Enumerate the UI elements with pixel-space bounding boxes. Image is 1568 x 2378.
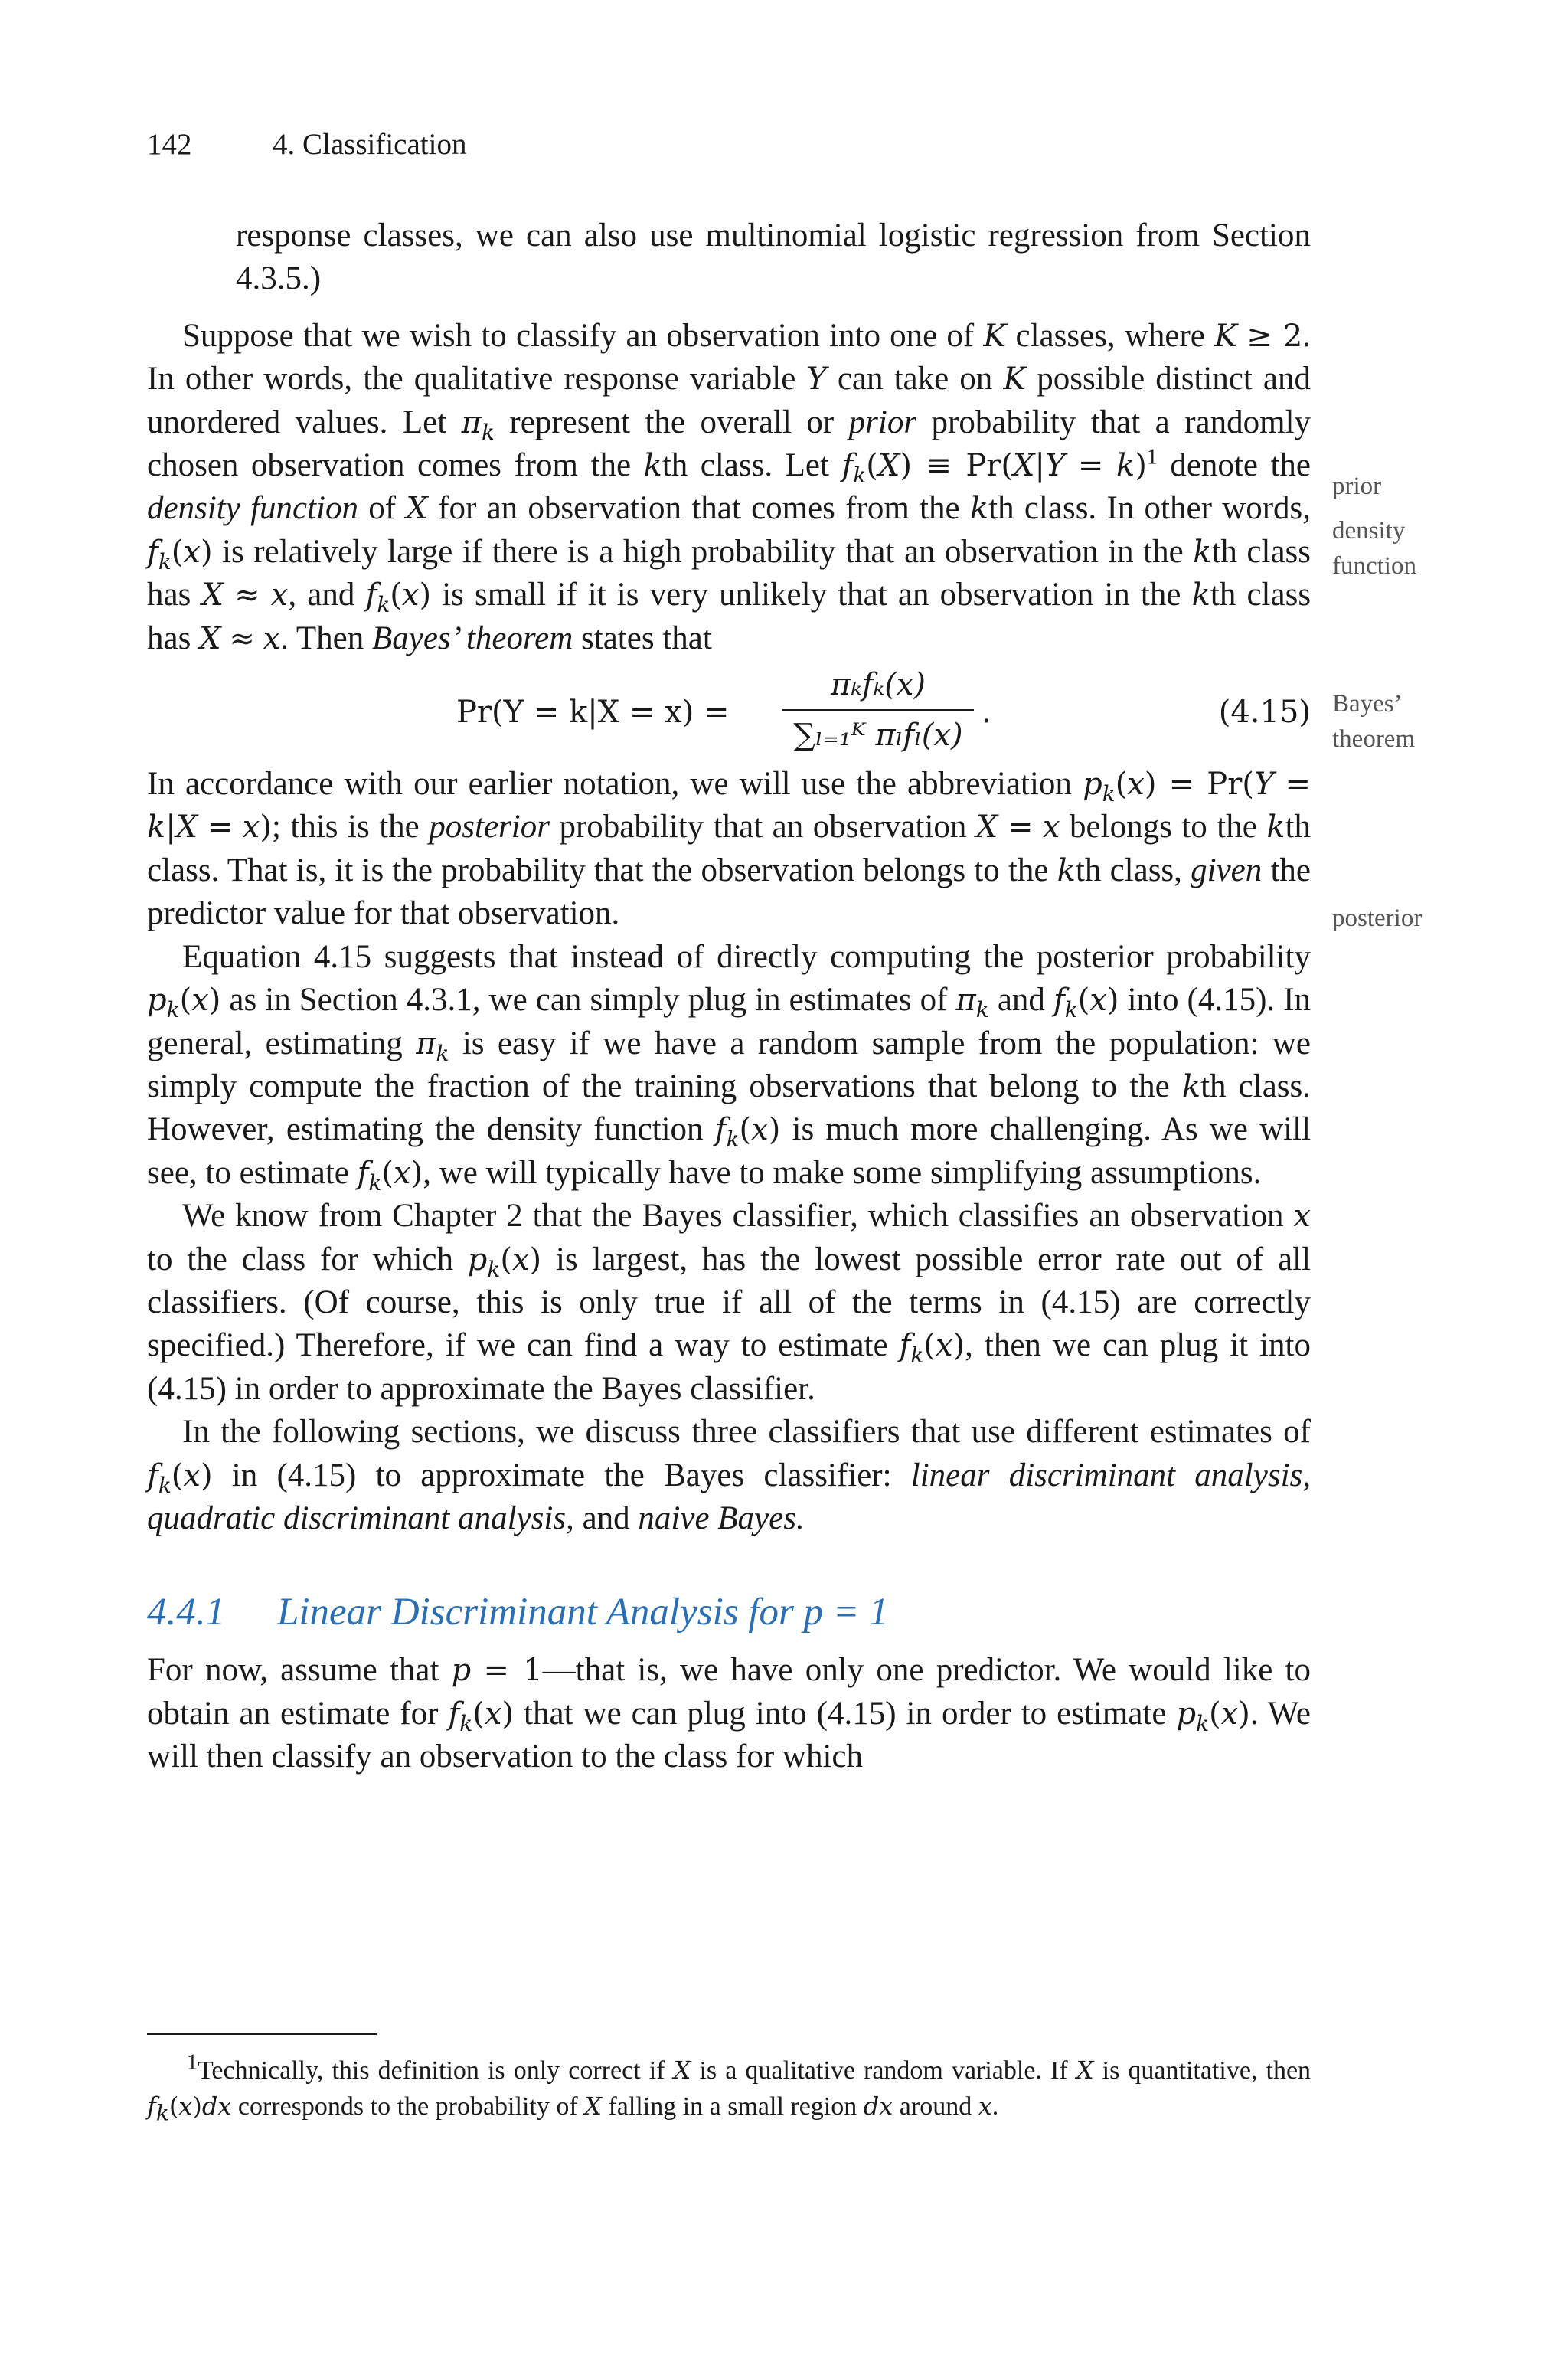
section-heading (147, 1589, 1311, 1635)
section-title: Linear Discriminant Analysis for p = 1 (277, 1591, 889, 1634)
paragraph-lda-intro: For now, assume that p = 1—that is, we have only one predictor. We would like to obtain an estimate for $f_k(x)$ that we can plug into (4.15) in order to estimate $p_k(x)$. We will then classify an observation to the class for which (147, 1652, 1312, 1775)
paragraph-continuation: response classes, we can also use multinomial logistic regression from Section 4.3.5.) (236, 218, 1311, 297)
equation-lhs: Pr(Y = k|X = x) = (456, 695, 730, 731)
paragraph-bayes-intro: Suppose that we wish to classify an observation into one of K classes, where K ≥ 2. In other words, the qualitative response variable Y can take on K possible distinct and unordered values. Let $\pi_k$ represent the overall or prior probability that a randomly chosen observation comes from the kth class. Let $f_k(X) \equiv Pr(X|Y = k)^1$ denote the density function of X for an observation that comes from the kth class. In other words, $f_k(x)$ is relatively large if there is a high probability that an observation in the kth class has X ≈ x, and $f_k(x)$ is small if it is very unlikely that an observation in the kth class has X ≈ x. Then Bayes’ theorem states that (147, 317, 1312, 656)
paragraph-three-classifiers: In the following sections, we discuss three classifiers that use different estimates of $f_k(x)$ in (4.15) to approximate the Bayes classifier: linear discriminant analysis, quadratic discriminant analysis, and naive Bayes. (147, 1414, 1312, 1536)
margin-note-posterior: posterior (1332, 904, 1423, 932)
margin-note-prior: prior (1332, 473, 1382, 500)
paragraph-bayes-classifier: We know from Chapter 2 that the Bayes classifier, which classifies an observation x to the class for which $p_k(x)$ is largest, has the lowest possible error rate out of all classifiers. (Of course, this is only true if all of the terms in (4.15) are correctly specified.) Therefore, if we can find a way to estimate $f_k(x)$, then we can plug it into (4.15) in order to approximate the Bayes classifier. (147, 1198, 1312, 1407)
chapter-title: 4. Classification (273, 128, 467, 161)
equation-4-15: Pr(Y = k|X = x) = πₖfₖ(x) ∑ₗ₌₁ᴷ πₗfₗ(x) . (4.15) (147, 663, 1311, 758)
main-text (147, 214, 1311, 1779)
footnote-mark: 1 (187, 2050, 198, 2075)
equation-denominator: ∑ₗ₌₁ᴷ πₗfₗ(x) (793, 718, 963, 754)
footnote-rule (147, 2033, 377, 2035)
footnote: $^1$Technically, this definition is only correct if X is a qualitative random variable. If X is quantitative, then $f_k(x)dx$ corresponds to the probability of X falling in a small region dx around x. (147, 2050, 1312, 2126)
page-number: 142 (147, 128, 192, 161)
margin-note-density-function: density function (1332, 517, 1416, 580)
equation-fraction (782, 663, 974, 757)
paragraph-posterior: In accordance with our earlier notation, we will use the abbreviation $p_k(x) = Pr(Y = k|X = x)$; this is the posterior probability that an observation X = x belongs to the kth class. That is, it is the probability that the observation belongs to the kth class, given the predictor value for that observation. (147, 766, 1312, 932)
margin-note-bayes-theorem: Bayes’ theorem (1332, 690, 1416, 753)
equation-number: (4.15) (1218, 695, 1311, 731)
equation-numerator: πₖfₖ(x) (782, 663, 974, 711)
paragraph-estimates: Equation 4.15 suggests that instead of directly computing the posterior probability $p_k(x)$ as in Section 4.3.1, we can simply plug in estimates of $\pi_k$ and $f_k(x)$ into (4.15). In general, estimating $\pi_k$ is easy if we have a random sample from the population: we simply compute the fraction of the training observations that belong to the kth class. However, estimating the density function $f_k(x)$ is much more challenging. As we will see, to estimate $f_k(x)$, we will typically have to make some simplifying assumptions. (147, 938, 1312, 1196)
section-number: 4.4.1 (147, 1591, 225, 1634)
